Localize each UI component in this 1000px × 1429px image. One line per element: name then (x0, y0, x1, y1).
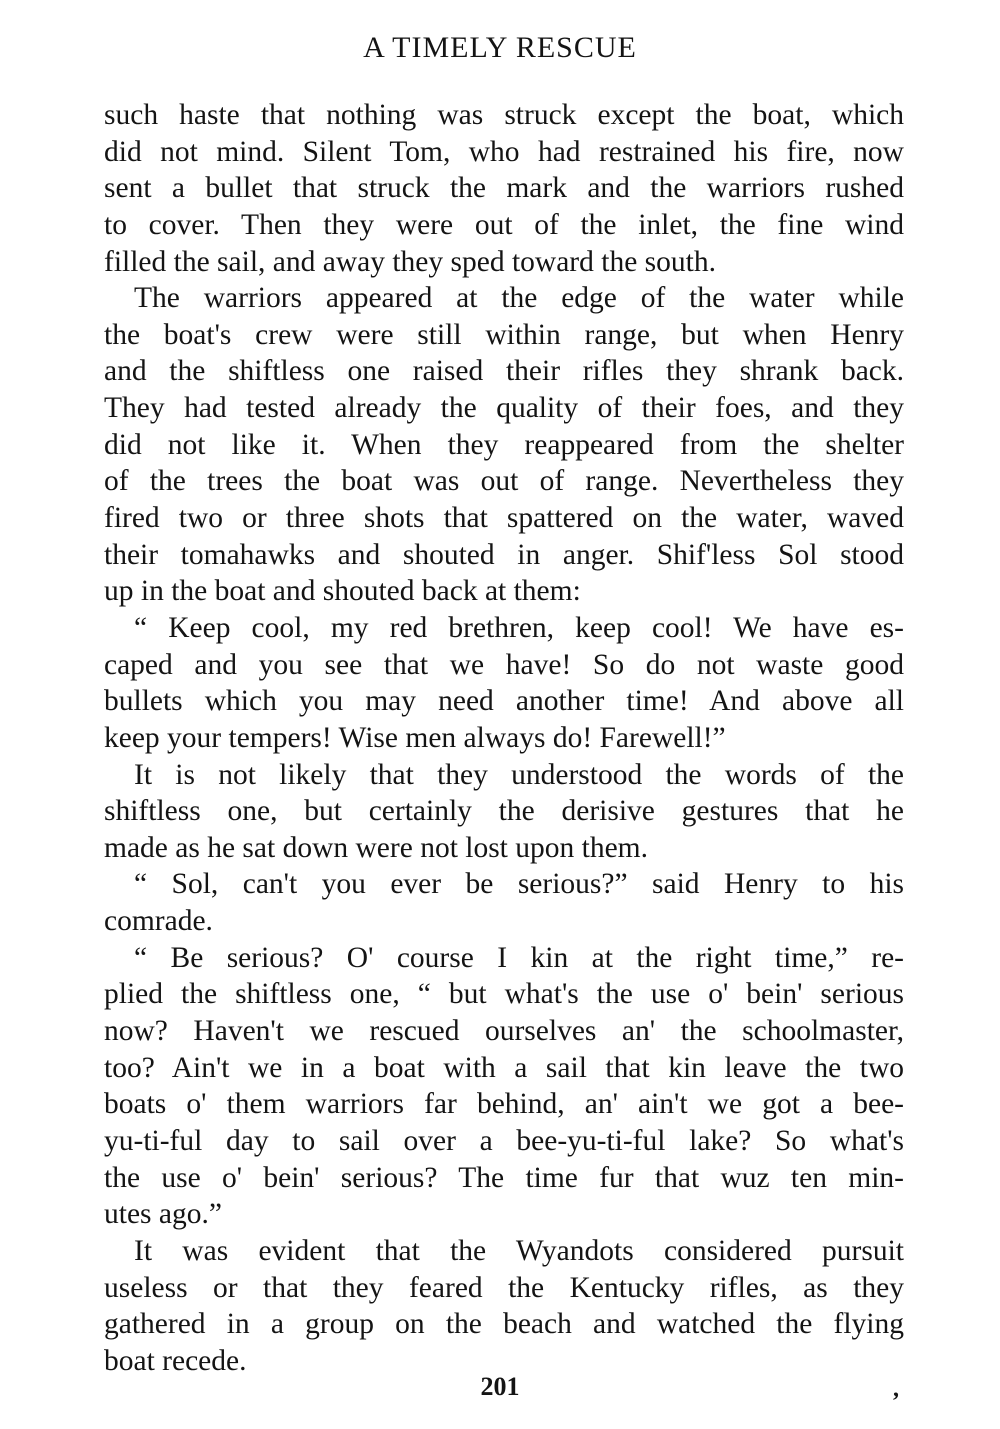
text-line: gathered in a group on the beach and watched the flying (104, 1308, 904, 1341)
text-line: of the trees the boat was out of range. Nevertheless they (104, 465, 904, 498)
text-line: comrade. (104, 905, 213, 938)
text-line: filled the sail, and away they sped toward the south. (104, 245, 716, 278)
text-line: utes ago.” (104, 1198, 222, 1231)
text-line: now? Haven't we rescued ourselves an' the schoolmaster, (104, 1015, 904, 1048)
text-line: made as he sat down were not lost upon them. (104, 831, 648, 864)
text-line: the use o' bein' serious? The time fur that wuz ten min- (104, 1161, 904, 1194)
text-line: sent a bullet that struck the mark and the warriors rushed (104, 172, 904, 205)
text-line: boat recede. (104, 1344, 247, 1377)
text-line: They had tested already the quality of their foes, and they (104, 392, 904, 425)
text-line: up in the boat and shouted back at them: (104, 575, 581, 608)
text-line: “ Sol, can't you ever be serious?” said Henry to his (134, 868, 904, 901)
text-line: It was evident that the Wyandots considered pursuit (134, 1234, 904, 1267)
text-line: shiftless one, but certainly the derisive gestures that he (104, 795, 904, 828)
text-line: keep your tempers! Wise men always do! Farewell!” (104, 721, 726, 754)
text-line: did not like it. When they reappeared from the shelter (104, 428, 904, 461)
text-line: bullets which you may need another time! And above all (104, 685, 904, 718)
text-line: fired two or three shots that spattered on the water, waved (104, 502, 904, 535)
text-line: yu-ti-ful day to sail over a bee-yu-ti-ful lake? So what's (104, 1124, 904, 1157)
body-text (104, 97, 904, 1379)
text-line: caped and you see that we have! So do not waste good (104, 648, 904, 681)
text-line: It is not likely that they understood the words of the (134, 758, 904, 791)
text-line: did not mind. Silent Tom, who had restrained his fire, now (104, 135, 904, 168)
text-line: “ Be serious? O' course I kin at the right time,” re- (134, 941, 904, 974)
text-line: useless or that they feared the Kentucky rifles, as they (104, 1271, 904, 1304)
page-number: 201 (480, 1372, 520, 1401)
text-line: plied the shiftless one, “ but what's the use o' bein' serious (104, 978, 904, 1011)
text-line: to cover. Then they were out of the inlet, the fine wind (104, 208, 904, 241)
text-line: too? Ain't we in a boat with a sail that kin leave the two (104, 1051, 904, 1084)
text-line: their tomahawks and shouted in anger. Shif'less Sol stood (104, 538, 904, 571)
text-line: and the shiftless one raised their rifles they shrank back. (104, 355, 904, 388)
corner-mark: , (893, 1376, 899, 1402)
text-line: such haste that nothing was struck except the boat, which (104, 99, 904, 131)
text-line: “ Keep cool, my red brethren, keep cool! We have es- (134, 611, 904, 644)
text-line: boats o' them warriors far behind, an' ain't we got a bee- (104, 1088, 904, 1121)
running-head: A TIMELY RESCUE (363, 31, 637, 64)
text-line: The warriors appeared at the edge of the water while (134, 282, 904, 315)
text-line: the boat's crew were still within range, but when Henry (104, 318, 904, 351)
